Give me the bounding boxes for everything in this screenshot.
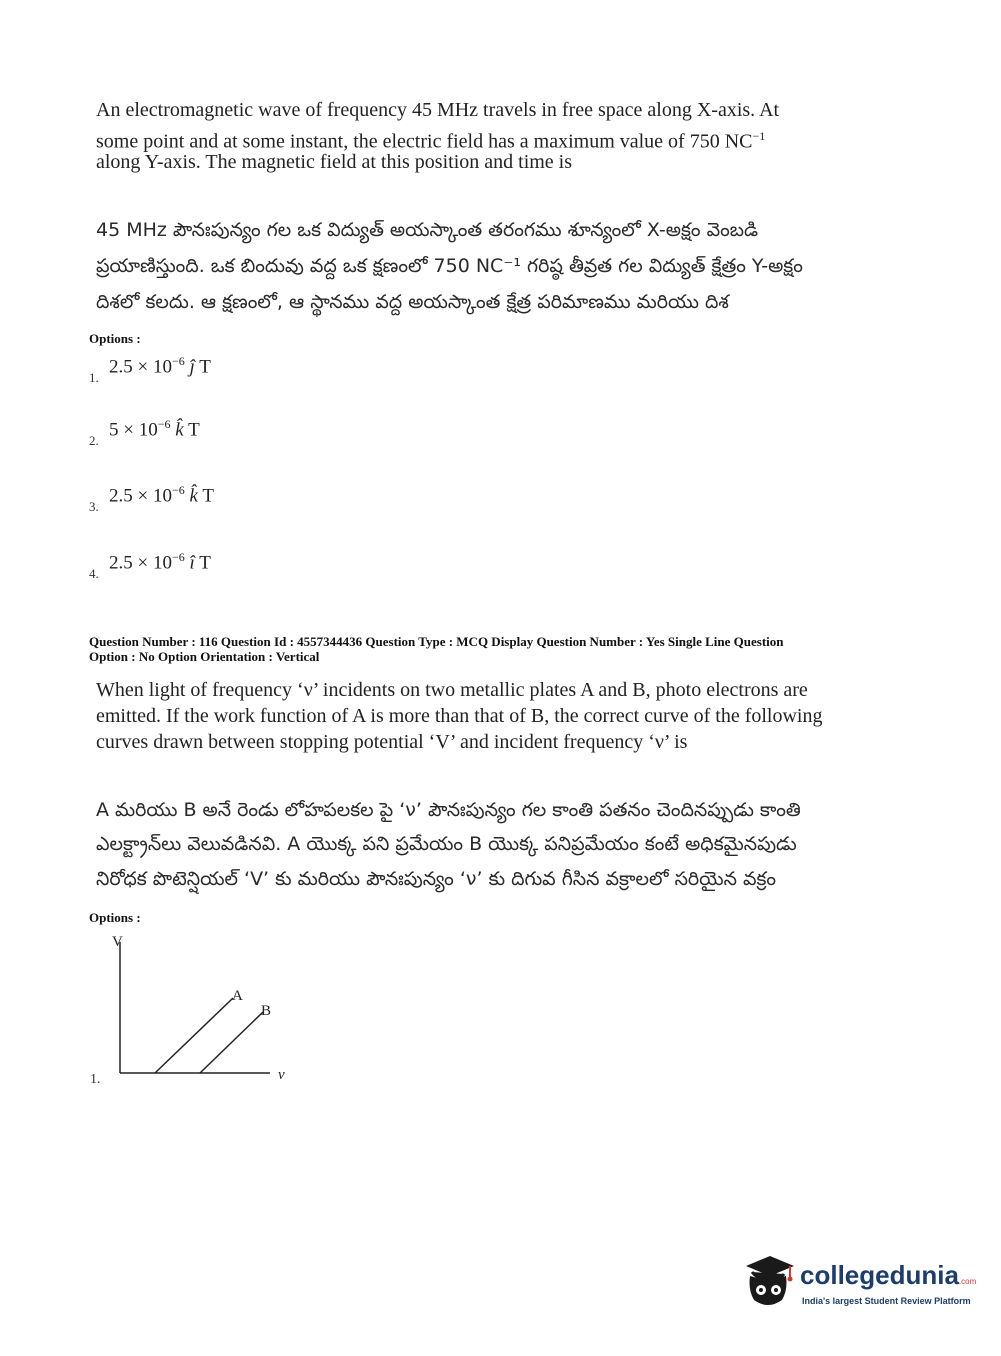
q115-en-line-2-text: some point and at some instant, the electric field has a maximum value of 750 NC (96, 130, 753, 153)
option-number: 4. (89, 566, 99, 581)
option-number: 2. (89, 433, 99, 448)
unit-vector: ĵ (189, 356, 195, 378)
q116-en-line-1: When light of frequency ‘ν’ incidents on two metallic plates A and B, photo electrons are (96, 679, 808, 701)
q116-te-line-1: A మరియు B అనే రెండు లోహపలకల పై ‘ν’ పౌనఃపున్యం గల కాంతి పతనం చెందినప్పుడు కాంతి (96, 799, 801, 821)
mantissa: 2.5 × 10 (109, 485, 172, 507)
stopping-potential-graph (85, 928, 305, 1093)
q116-te-line-3: నిరోధక పొటెన్షియల్ ‘V’ కు మరియు పౌనఃపున్యం ‘ν’ కు దిగువ గీసిన వక్రాలలో సరియైన వక్రం (96, 868, 777, 890)
q116-en-line-3: curves drawn between stopping potential ‘V’ and incident frequency ‘ν’ is (96, 731, 688, 753)
option-expression (109, 550, 211, 574)
q116-meta-line-1: Question Number : 116 Question Id : 4557344436 Question Type : MCQ Display Question Number : Yes Single Line Question (89, 634, 784, 649)
exponent: −6 (171, 550, 185, 564)
q115-en-line-2-sup: −1 (752, 129, 766, 143)
exponent: −6 (171, 483, 185, 497)
q115-en-line-1: An electromagnetic wave of frequency 45 MHz travels in free space along X-axis. At (96, 99, 780, 121)
unit-vector: î (189, 552, 195, 574)
q115-en-line-3: along Y-axis. The magnetic field at this position and time is (96, 151, 573, 173)
graduate-mascot-icon (738, 1252, 798, 1312)
q116-meta-line-2: Option : No Option Orientation : Vertical (89, 649, 320, 664)
q116-en-line-2: emitted. If the work function of A is more than that of B, the correct curve of the following (96, 705, 823, 727)
exponent: −6 (157, 417, 171, 431)
q116-option-1[interactable] (85, 928, 305, 1093)
line-a-label: A (232, 988, 243, 1004)
x-axis-label: ν (278, 1067, 285, 1083)
y-axis-label: V (112, 934, 123, 950)
logo-tagline: India's largest Student Review Platform (802, 1296, 971, 1306)
collegedunia-logo (738, 1248, 978, 1320)
mantissa: 2.5 × 10 (109, 552, 172, 574)
option-number: 1. (89, 370, 99, 385)
exponent: −6 (171, 354, 185, 368)
unit: T (199, 552, 211, 574)
option-number: 1. (90, 1072, 101, 1087)
q115-te-line-2: ప్రయాణిస్తుంది. ఒక బిందువు వద్ద ఒక క్షణంలో 750 NC⁻¹ గరిష్ఠ తీవ్రత గల విద్యుత్ క్షేత్రం Y-అక్షం (96, 255, 803, 277)
line-a (155, 998, 233, 1073)
unit: T (199, 356, 211, 378)
logo-wordmark (800, 1260, 976, 1291)
unit: T (202, 485, 214, 507)
q116-options-label: Options : (89, 910, 141, 925)
option-expression (109, 483, 214, 507)
q115-te-line-3: దిశలో కలదు. ఆ క్షణంలో, ఆ స్థానము వద్ద అయస్కాంత క్షేత్ర పరిమాణము మరియు దిశ (96, 291, 729, 313)
logo-name: collegedunia (800, 1260, 959, 1290)
q115-te-line-1: 45 MHz పౌనఃపున్యం గల ఒక విద్యుత్ అయస్కాంత తరంగము శూన్యంలో X-అక్షం వెంబడి (96, 219, 759, 241)
line-b-label: B (261, 1003, 272, 1019)
q115-options-label: Options : (89, 331, 141, 346)
unit-vector: k̂ (175, 419, 184, 441)
unit: T (188, 419, 200, 441)
logo-suffix: .com (958, 1277, 977, 1286)
q116-te-line-2: ఎలక్ట్రాన్‌లు వెలువడినవి. A యొక్క పని ప్రమేయం B యొక్క పనిప్రమేయం కంటే అధికమైనపుడు (96, 833, 797, 855)
option-number: 3. (89, 499, 99, 514)
option-expression (109, 417, 200, 441)
mantissa: 2.5 × 10 (109, 356, 172, 378)
option-expression (109, 354, 211, 378)
unit-vector: k̂ (189, 485, 198, 507)
q116-metadata (89, 634, 989, 664)
mantissa: 5 × 10 (109, 419, 158, 441)
